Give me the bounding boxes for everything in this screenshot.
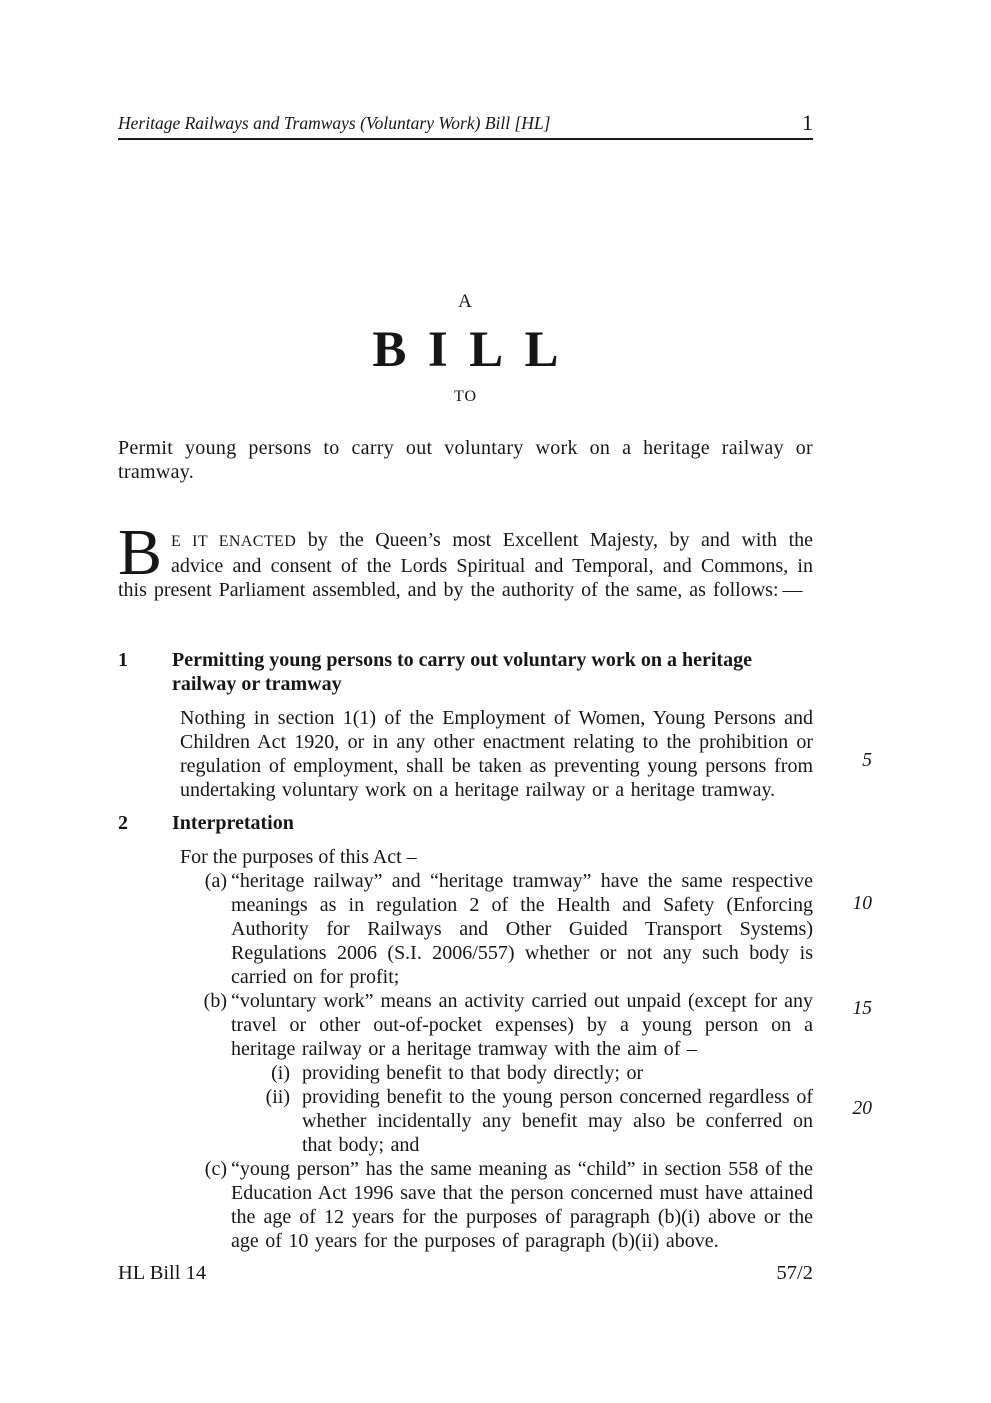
paragraph-a-text: “heritage railway” and “heritage tramway” have the same respective meanings as in regulation 2 of the Health and Safety (Enforcing Authority for Railways and Other Guided Transport Systems) Regulations 2006 (S.I. 2006/557) whether or not any such body is carried on for profit; <box>231 870 813 988</box>
section-2-heading: Interpretation <box>172 812 294 834</box>
paragraph-a <box>180 869 813 989</box>
paragraph-b <box>180 989 813 1157</box>
subparagraph-ii-label: (ii) <box>265 1086 290 1108</box>
footer-session-number: 57/2 <box>776 1262 813 1284</box>
margin-line-number-10: 10 <box>852 893 872 914</box>
page-number: 1 <box>802 110 813 135</box>
paragraph-c-text: “young person” has the same meaning as “child” in section 558 of the Education Act 1996 save that the person concerned must have attained the age of 12 years for the purposes of paragraph (b)(i) above or the age of 10 years for the purposes of paragraph (b)(ii) above. <box>231 1158 813 1252</box>
long-title: Permit young persons to carry out voluntary work on a heritage railway or tramway. <box>118 437 813 483</box>
paragraph-c <box>180 1157 813 1253</box>
footer-bill-number: HL Bill 14 <box>118 1262 207 1284</box>
paragraph-a-label: (a) <box>204 870 227 892</box>
paragraph-c-label: (c) <box>204 1158 227 1180</box>
section-1-body: Nothing in section 1(1) of the Employment of Women, Young Persons and Children Act 1920, or in any other enactment relating to the prohibition or regulation of employment, shall be taken as preventing young persons from undertaking voluntary work on a heritage railway or a heritage tramway. <box>180 707 813 801</box>
paragraph-b-text: “voluntary work” means an activity carried out unpaid (except for any travel or other out-of-pocket expenses) by a young person on a heritage railway or a heritage tramway with the aim of – <box>231 990 813 1060</box>
section-1-heading: Permitting young persons to carry out voluntary work on a heritage railway or tramway <box>172 649 752 695</box>
bill-head <box>118 292 813 406</box>
running-title: Heritage Railways and Tramways (Voluntary Work) Bill [HL] <box>118 113 551 133</box>
margin-line-number-20: 20 <box>852 1098 872 1119</box>
section-2 <box>118 811 813 1253</box>
bill-word: BILL <box>372 322 580 378</box>
paragraph-b-content <box>231 989 813 1157</box>
section-2-intro: For the purposes of this Act – <box>180 846 417 868</box>
page-header <box>118 112 813 140</box>
enacting-clause <box>118 516 814 602</box>
bill-to-label: TO <box>453 388 478 405</box>
subparagraph-ii-text: providing benefit to the young person concerned regardless of whether incidentally any benefit may also be conferred on that body; and <box>302 1086 813 1156</box>
bill-article-a: A <box>458 291 473 312</box>
margin-line-number-15: 15 <box>852 998 872 1019</box>
enacting-dropcap: B <box>118 516 163 589</box>
subparagraph-i-text: providing benefit to that body directly; or <box>302 1062 644 1084</box>
paragraph-b-label: (b) <box>203 990 227 1012</box>
margin-line-number-5: 5 <box>862 750 872 771</box>
section-2-heading-row <box>118 811 813 835</box>
section-2-number: 2 <box>118 812 128 834</box>
subparagraph-ii <box>231 1085 813 1157</box>
subparagraph-i <box>231 1061 813 1085</box>
section-1 <box>118 648 813 802</box>
section-1-number: 1 <box>118 649 128 671</box>
enacting-text: by the Queen’s most Excellent Majesty, by and with the advice and consent of the Lords Spiritual and Temporal, and Commons, in this present Parliament assembled, and by the authority of the same, as follows: — <box>118 529 814 601</box>
section-1-heading-row <box>118 648 813 696</box>
subparagraph-i-label: (i) <box>271 1062 290 1084</box>
page-footer <box>118 1262 813 1285</box>
enacting-opening: E IT ENACTED <box>171 533 297 550</box>
